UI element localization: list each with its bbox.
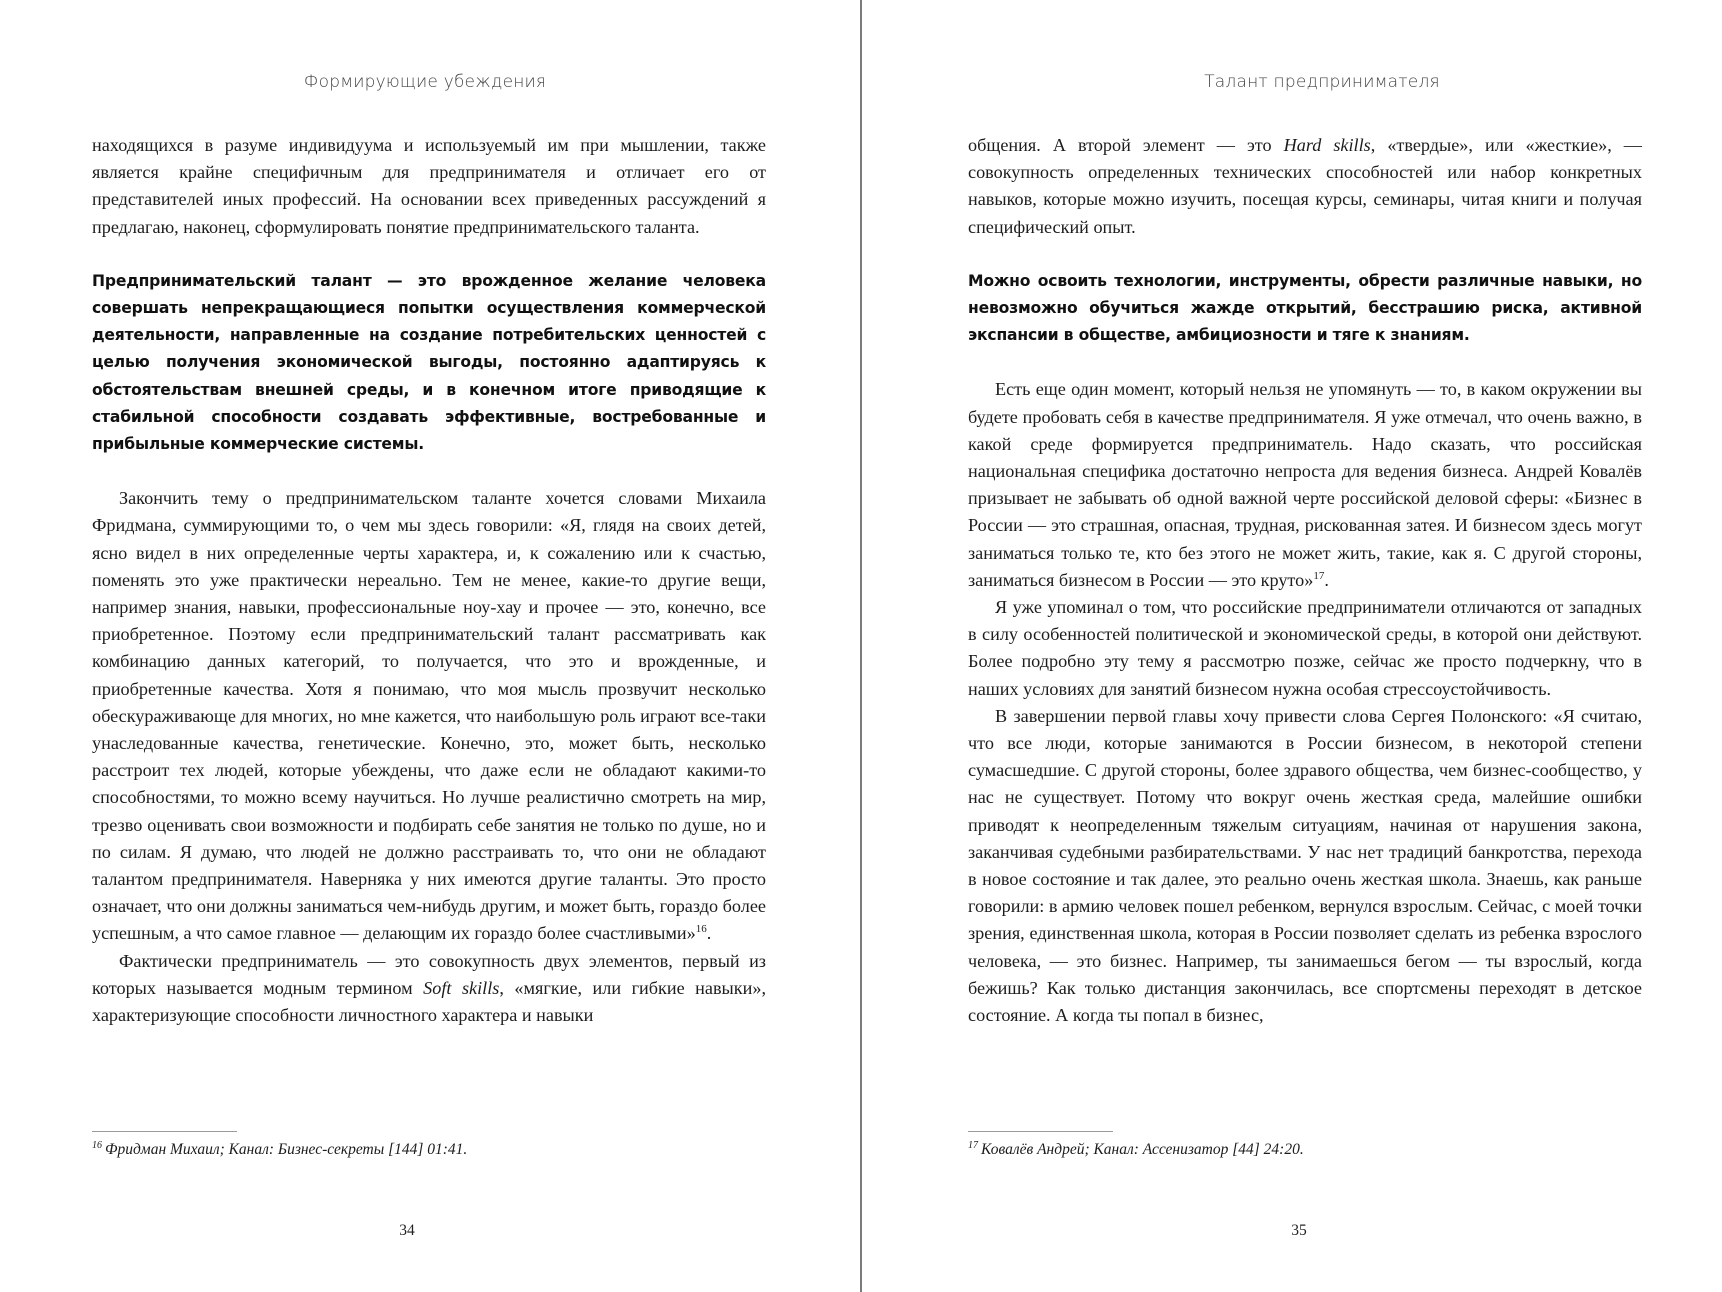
running-head-right: Талант предпринимателя	[1204, 72, 1440, 92]
paragraph-text: Закончить тему о предпринимательском таланте хочется словами Михаила Фридмана, суммирующими то, о чем мы здесь говорили: «Я, глядя на своих детей, ясно видел в них определенные черты характера, и, к сожалению или к счастью, поменять это уже практически нереально. Тем не менее, какие-то другие вещи, например знания, навыки, профессиональные ноу-хау и прочее — это, конечно, все приобретенное. Поэтому если предпринимательский талант рассматривать как комбинацию данных категорий, то получается, что это и врожденные, и приобретенные качества. Хотя я понимаю, что моя мысль прозвучит несколько обескураживающе для многих, но мне кажется, что наибольшую роль играют все-таки унаследованные качества, генетические. Конечно, это, может быть, несколько расстроит тех людей, которые убеждены, что даже если не обладают какими-то способностями, то можно всему научиться. Но лучше реалистично смотреть на мир, трезво оценивать свои возможности и подбирать себе занятия не только по душе, но и по силам. Я думаю, что людей не должно расстраивать то, что они не обладают талантом предпринимателя. Наверняка у них имеются другие таланты. Это просто означает, что они должны заниматься чем-нибудь другим, и может быть, гораздо более успешным, а что самое главное — делающим их гораздо более счастливыми»	[92, 488, 766, 944]
definition-callout: Предпринимательский талант — это врожденное желание человека совершать непрекращающиеся попытки осуществления коммерческой деятельности, направленные на создание потребительских ценностей с целью получения экономической выгоды, постоянно адаптируясь к обстоятельствам внешней среды, и в конечном итоге приводящие к стабильной способности создавать эффективные, востребованные и прибыльные коммерческие системы.	[92, 271, 766, 454]
paragraph-text: Есть еще один момент, который нельзя не упомянуть — то, в каком окружении вы будете пробовать себя в качестве предпринимателя. Я уже отмечал, что очень важно, в какой среде формируется предприниматель. Надо сказать, что российская национальная специфика достаточно непроста для ведения бизнеса. Андрей Ковалёв призывает не забывать об одной важной черте российской деловой сферы: «Бизнес в России — это страшная, опасная, трудная, рискованная затея. И бизнесом здесь могут заниматься только те, кто без этого не может жить, такие, как я. С другой стороны, заниматься бизнесом в России — это круто»	[968, 379, 1642, 590]
footnote-reference[interactable]: 16	[695, 923, 707, 936]
italic-term: Soft skills	[423, 977, 500, 998]
footnote-number: 16	[92, 1139, 102, 1151]
footnote	[968, 1138, 1304, 1162]
paragraph	[968, 376, 1642, 594]
footnote-rule	[968, 1131, 1113, 1132]
right-page	[862, 0, 1722, 1292]
footnote-text: Ковалёв Андрей; Канал: Ассенизатор [44] 24:20.	[981, 1141, 1304, 1158]
page-number: 34	[399, 1222, 415, 1239]
paragraph: находящихся в разуме индивидуума и используемый им при мышлении, также является крайне специфичным для предпринимателя и отличает его от представителей иных профессий. На основании всех приведенных рассуждений я предлагаю, наконец, сформулировать понятие предпринимательского таланта.	[92, 135, 766, 237]
paragraph	[92, 485, 766, 947]
paragraph-text: общения. А второй элемент — это	[968, 135, 1284, 155]
left-page	[0, 0, 860, 1292]
left-page-body	[92, 132, 766, 1029]
running-head-left: Формирующие убеждения	[303, 72, 547, 92]
paragraph	[968, 132, 1642, 241]
paragraph	[92, 948, 766, 1030]
footnote-rule	[92, 1131, 237, 1132]
page-number: 35	[1291, 1222, 1307, 1239]
footnote-text: Фридман Михаил; Канал: Бизнес-секреты [144] 01:41.	[105, 1141, 468, 1158]
highlight-callout: Можно освоить технологии, инструменты, обрести различные навыки, но невозможно обучиться жажде открытий, бесстрашию риска, активной экспансии в обществе, амбициозности и тяге к знаниям.	[968, 271, 1642, 345]
paragraph-text-end: , «мягкие, или гибкие навыки», характеризующие способности личностного характера и навыки	[92, 977, 766, 1026]
paragraph: В завершении первой главы хочу привести слова Сергея Полонского: «Я считаю, что все люди, которые занимаются в России бизнесом, в некоторой степени сумасшедшие. С другой стороны, более здравого общества, чем бизнес-сообщество, у нас не существует. Потому что вокруг очень жесткая среда, малейшие ошибки приводят к неопределенным тяжелым ситуациям, начиная от нарушения закона, заканчивая судебными разбирательствами. У нас нет традиций банкротства, перехода в новое состояние и так далее, это реально очень жесткая школа. Знаешь, как раньше говорили: в армию человек пошел ребенком, вернулся взрослым. Сейчас, с моей точки зрения, единственная школа, которая в России позволяет сделать из ребенка взрослого человека, — это бизнес. Например, ты занимаешься бегом — ты взрослый, когда бежишь? Как только дистанция закончилась, все спортсмены переходят в детское состояние. А когда ты попал в бизнес,	[968, 705, 1642, 1026]
paragraph-text-end: , «твердые», или «жесткие», — совокупность определенных технических способностей или набор конкретных навыков, которые можно изучить, посещая курсы, семинары, читая книги и получая специфический опыт.	[968, 135, 1642, 237]
paragraph-text-end: .	[1324, 569, 1329, 590]
paragraph-text: Фактически предприниматель — это совокупность двух элементов, первый из которых называется модным термином	[92, 950, 766, 998]
footnote-number: 17	[968, 1139, 978, 1151]
footnote	[92, 1138, 467, 1162]
right-page-body	[968, 132, 1642, 1029]
italic-term: Hard skills	[1283, 135, 1371, 155]
footnote-reference[interactable]: 17	[1313, 569, 1325, 582]
paragraph-text-end: .	[706, 923, 712, 944]
paragraph: Я уже упоминал о том, что российские предприниматели отличаются от западных в силу особенностей политической и экономической среды, в которой они действуют. Более подробно эту тему я рассмотрю позже, сейчас же просто подчеркну, что в наших условиях для занятий бизнесом нужна особая стрессоустойчивость.	[968, 597, 1642, 699]
